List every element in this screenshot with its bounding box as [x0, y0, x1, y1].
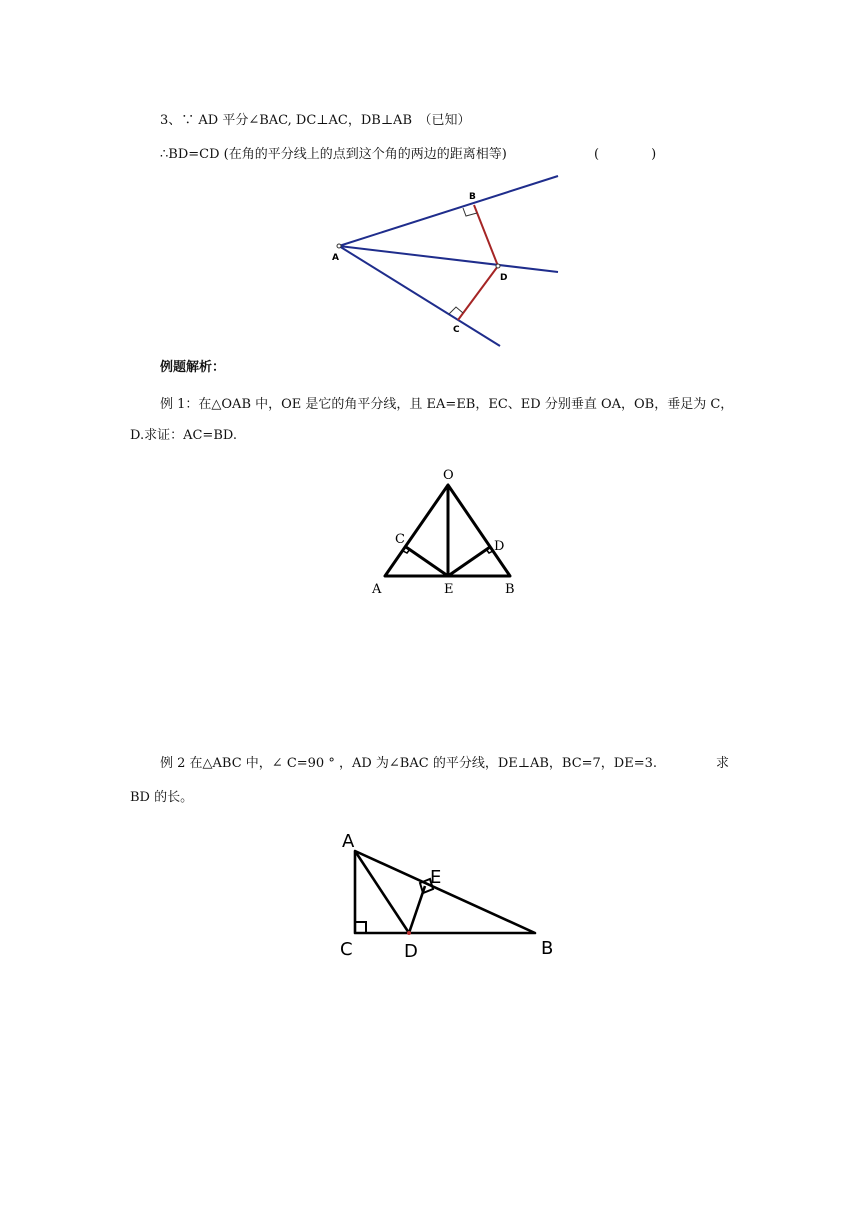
- label-d: D: [494, 539, 505, 554]
- label-a: A: [372, 582, 382, 597]
- label-e: E: [430, 867, 442, 888]
- label-o: O: [443, 468, 454, 483]
- triangle-oab-figure: [360, 460, 530, 605]
- ray-ab: [339, 176, 558, 246]
- right-angle-mark-c: [449, 307, 463, 314]
- example1-line1: 例 1：在△OAB 中，OE 是它的角平分线，且 EA=EB，EC、ED 分别垂直 OA，OB，垂足为 C，: [160, 397, 734, 412]
- theorem-line-given: 3、∵ AD 平分∠BAC, DC⊥AC，DB⊥AB （已知）: [160, 113, 471, 128]
- label-c: C: [453, 325, 460, 335]
- label-a: A: [342, 831, 355, 852]
- angle-bisector-figure: [320, 168, 570, 353]
- example2-line2: BD 的长。: [130, 790, 194, 805]
- right-angle-mark-c: [355, 922, 366, 933]
- ray-ad: [339, 246, 558, 272]
- example1-line2: D.求证：AC=BD.: [130, 428, 237, 443]
- theorem-line-conclusion: ∴BD=CD (在角的平分线上的点到这个角的两边的距离相等): [160, 147, 507, 162]
- label-a: A: [332, 253, 339, 263]
- example2-line1: 例 2 在△ABC 中，∠ C=90 ° ，AD 为∠BAC 的平分线，DE⊥AB，BC=7，DE=3.: [160, 756, 658, 771]
- right-triangle-abc-figure: [330, 820, 570, 970]
- segment-cd: [458, 266, 498, 320]
- examples-heading: 例题解析：: [160, 360, 226, 375]
- label-d: D: [500, 273, 508, 283]
- segment-bd: [474, 205, 498, 266]
- label-b: B: [505, 582, 515, 597]
- label-c: C: [395, 532, 405, 547]
- label-e: E: [444, 582, 454, 597]
- label-b: B: [541, 938, 554, 959]
- example2-line1-end: 求: [716, 756, 730, 771]
- segment-ed: [448, 547, 490, 576]
- label-d: D: [404, 941, 418, 962]
- label-b: B: [469, 192, 476, 202]
- segment-ec: [406, 547, 448, 576]
- label-c: C: [340, 939, 353, 960]
- theorem-blank: ( ): [594, 147, 657, 162]
